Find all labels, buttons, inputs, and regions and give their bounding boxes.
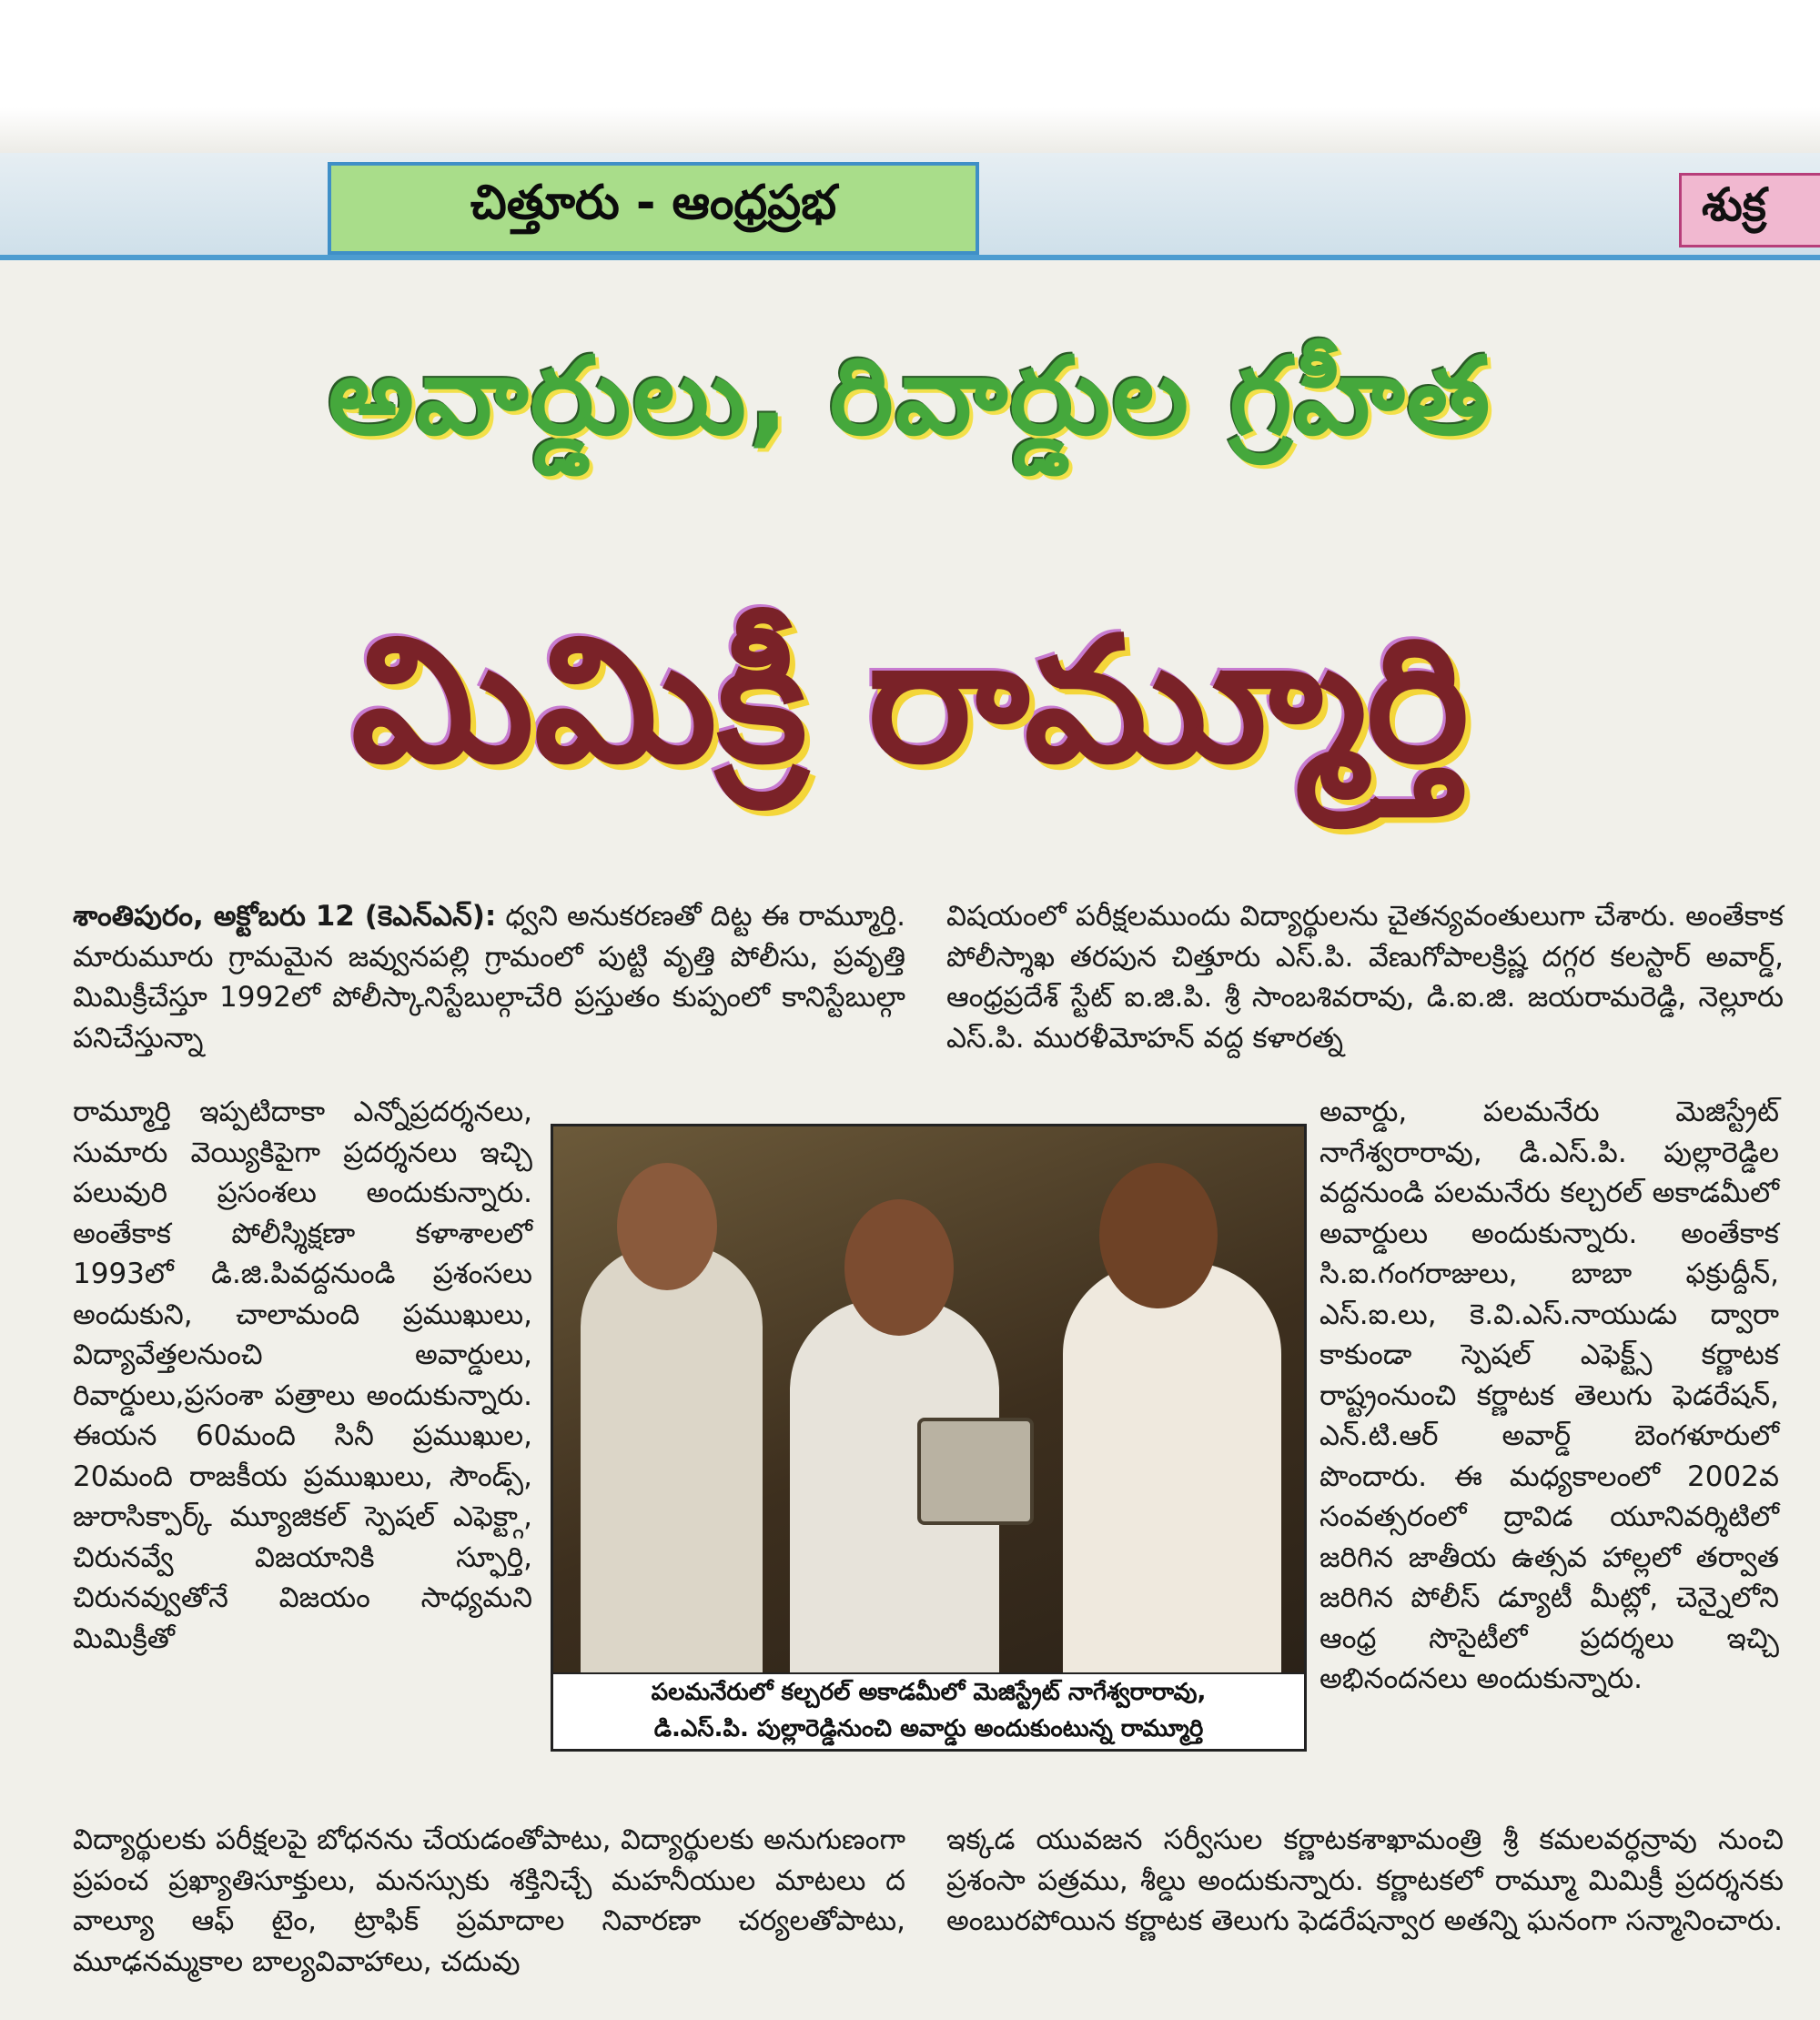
person-center-head [844, 1199, 954, 1336]
caption-line-2: డి.ఎస్.పి. పుల్లారెడ్డినుంచి అవార్డు అందుకుంటున్న రామ్మూర్తి [653, 1715, 1204, 1742]
person-left-head [617, 1163, 717, 1290]
award-plaque [917, 1418, 1034, 1525]
body-text: రామ్మూర్తి ఇప్పటిదాకా ఎన్నోప్రదర్శనలు, సుమారు వెయ్యికిపైగా ప్రదర్శనలు ఇచ్చి పలువురి ప్రసంశలు అందుకున్నారు. అంతేకాక పోలీస్శిక్షణా కళాశాలలో 1993లో డి.జి.పివద్దనుండి ప్రశంసలు అందుకుని, చాలామంది ప్రముఖులు, విద్యావేత్తలనుంచి అవార్డులు, రివార్డులు,ప్రసంశా పత్రాలు అందుకున్నారు. ఈయన 60మంది సినీ ప్రముఖుల, 20మంది రాజకీయ ప్రముఖులు, సౌండ్స్, జురాసిక్పార్క్ మ్యూజికల్ స్పెషల్ ఎఫెక్ట్గా, చిరునవ్వే విజయానికి స్ఫూర్తి, చిరునవ్వుతోనే విజయం సాధ్యమని మిమిక్రీతో [73, 1096, 532, 1655]
column-1-narrow [73, 1092, 532, 1659]
day-label: శుక్ర [1679, 173, 1820, 247]
column-2-bottom [946, 1820, 1784, 1942]
person-left-body [581, 1245, 763, 1672]
body-text: ఇక్కడ యువజన సర్వీసుల కర్ణాటకశాఖామంత్రి శ్రీ కమలవర్ధన్రావు నుంచి ప్రశంసా పత్రము, శీల్డు అందుకున్నారు. కర్ణాటకలో రామ్మూ మిమిక్రీ ప్రదర్శనకు అంబురపోయిన కర్ణాటక తెలుగు ఫెడరేషన్వార అతన్ని ఘనంగా సన్మానించారు. [946, 1823, 1784, 1937]
column-2-narrow [1320, 1092, 1779, 1700]
body-text: విషయంలో పరీక్షలముందు విద్యార్థులను చైతన్యవంతులుగా చేశారు. అంతేకాక పోలీస్శాఖ తరపున చిత్తూరు ఎస్.పి. వేణుగోపాలక్రిష్ణ దగ్గర కలస్టార్ అవార్డ్, ఆంధ్రప్రదేశ్ స్టేట్ ఐ.జి.పి. శ్రీ సాంబశివరావు, డి.ఐ.జి. జయరామరెడ్డి, నెల్లూరు ఎస్.పి. మురళీమోహన్ వద్ద కళారత్న [946, 900, 1784, 1055]
column-1-bottom [73, 1820, 905, 1982]
section-label: చిత్తూరు - ఆంధ్రప్రభ [328, 162, 979, 255]
article-headline: మిమిక్రీ రామ్మూర్తి [350, 600, 1470, 801]
column-1-intro [73, 896, 905, 1058]
dateline: శాంతిపురం, అక్టోబరు 12 (కెఎన్ఎన్): [73, 900, 497, 933]
column-2-top [946, 896, 1784, 1058]
article-kicker: అవార్డులు, రివార్డుల గ్రహీత [328, 333, 1492, 459]
body-text: విద్యార్థులకు పరీక్షలపై బోధనను చేయడంతోపాటు, విద్యార్థులకు అనుగుణంగా ప్రపంచ ప్రఖ్యాతిసూక్తులు, మనస్సుకు శక్తినిచ్చే మహనీయుల మాటలు ద వాల్యూ ఆఫ్ టైం, ట్రాఫిక్ ప్రమాదాల నివారణా చర్యలతోపాటు, మూఢనమ్మకాల బాల్యవివాహాలు, చదువు [73, 1823, 905, 1978]
caption-line-1: పలమనేరులో కల్చరల్ అకాడమీలో మెజిస్ట్రేట్ నాగేశ్వరారావు, [651, 1679, 1207, 1706]
body-text: అవార్డు, పలమనేరు మెజిస్ట్రేట్ నాగేశ్వరారావు, డి.ఎస్.పి. పుల్లారెడ్డిల వద్దనుండి పలమనేరు కల్చరల్ అకాడమీలో అవార్డులు అందుకున్నారు. అంతేకాక సి.ఐ.గంగరాజులు, బాబా ఫక్రుద్దీన్, ఎస్.ఐ.లు, కె.వి.ఎస్.నాయుడు ద్వారా కాకుండా స్పెషల్ ఎఫెక్ట్స్ కర్ణాటక రాష్ట్రంనుంచి కర్ణాటక తెలుగు ఫెడరేషన్, ఎన్.టి.ఆర్ అవార్డ్ బెంగళూరులో పొందారు. ఈ మధ్యకాలంలో 2002వ సంవత్సరంలో ద్రావిడ యూనివర్శిటిలో జరిగిన జాతీయ ఉత్సవ హాల్లలో తర్వాత జరిగిన పోలీస్ డ్యూటీ మీట్లో, చెన్నైలోని ఆంధ్ర సొసైటీలో ప్రదర్శలు ఇచ్చి అభినందనలు అందుకున్నారు. [1320, 1096, 1779, 1695]
photo-caption [551, 1674, 1307, 1752]
person-right-head [1099, 1163, 1218, 1308]
article-photo [551, 1124, 1307, 1675]
person-right-body [1063, 1263, 1281, 1672]
intro-text: ధ్వని అనుకరణతో దిట్ట ఈ రామ్మూర్తి. మారుమూరు గ్రామమైన జవ్వునపల్లి గ్రామంలో పుట్టి వృత్తి పోలీసు, ప్రవృత్తి మిమిక్రీచేస్తూ 1992లో పోలీస్కానిస్టేబుల్గాచేరి ప్రస్తుతం కుప్పంలో కానిస్టేబుల్గా పనిచేస్తున్నా [73, 900, 906, 1055]
